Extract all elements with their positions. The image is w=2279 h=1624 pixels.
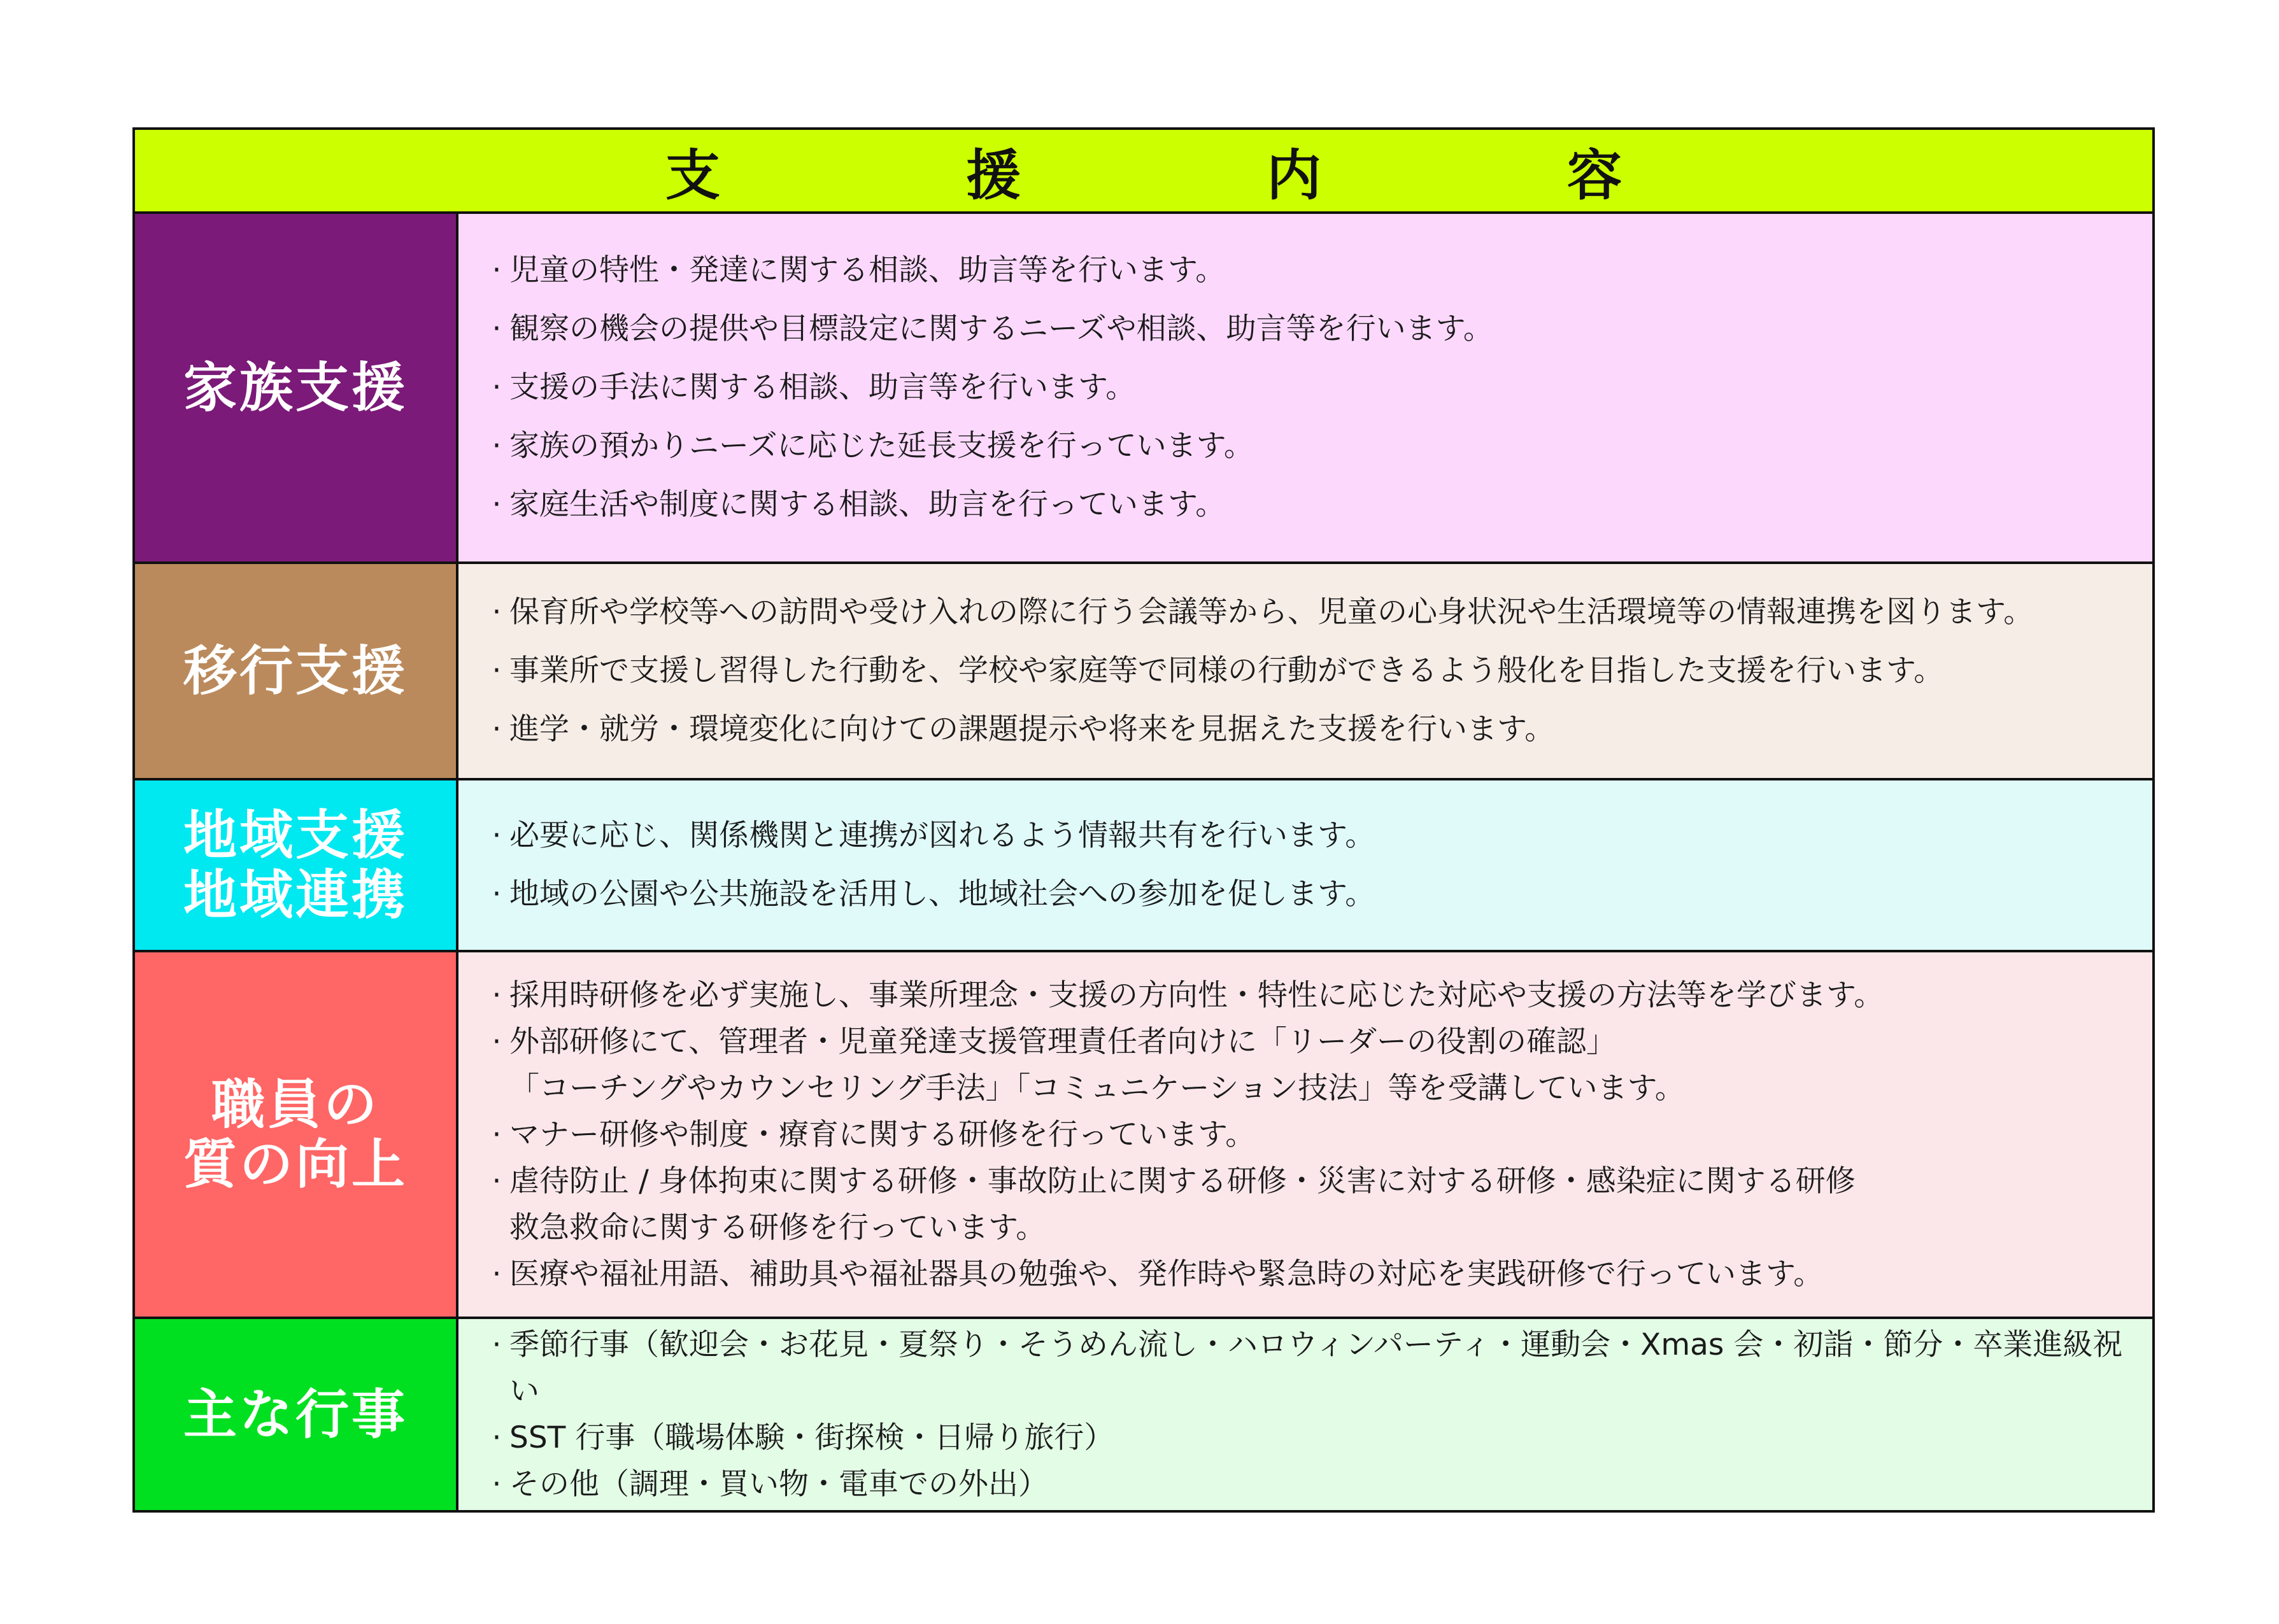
- section-main-events: [135, 1319, 2152, 1510]
- section-content: [458, 952, 2152, 1317]
- section-transition-support: [135, 564, 2152, 780]
- title-bar: [135, 130, 2152, 214]
- section-content: [458, 1319, 2152, 1510]
- section-label: 家族支援: [183, 356, 408, 419]
- list-item: · SST 行事（職場体験・街探検・日帰り旅行）: [492, 1420, 1114, 1455]
- section-content: [458, 780, 2152, 950]
- section-label: 職員の 質の向上: [183, 1073, 408, 1196]
- section-community-support: [135, 780, 2152, 952]
- list-item: · 進学・就労・環境変化に向けての課題提示や将来を見据えた支援を行います。: [492, 712, 1555, 747]
- list-item: · 外部研修にて、管理者・児童発達支援管理責任者向けに「リーダーの役割の確認」 「コーチングやカウンセリング手法」「コミュニケーション技法」等を受講しています。: [492, 1024, 1685, 1106]
- list-item: · その他（調理・買い物・電車での外出）: [492, 1467, 1048, 1502]
- list-item: · 家庭生活や制度に関する相談、助言を行っています。: [492, 487, 1226, 522]
- list-item: · 採用時研修を必ず実施し、事業所理念・支援の方向性・特性に応じた対応や支援の方法等を学びます。: [492, 977, 1884, 1013]
- section-staff-quality: [135, 952, 2152, 1319]
- section-content: [458, 214, 2152, 561]
- section-label-cell: [135, 952, 458, 1317]
- support-content-table: [132, 127, 2155, 1513]
- section-label: 地域支援 地域連携: [183, 803, 408, 926]
- list-item: · マナー研修や制度・療育に関する研修を行っています。: [492, 1117, 1256, 1152]
- list-item: · 保育所や学校等への訪問や受け入れの際に行う会議等から、児童の心身状況や生活環境等の情報連携を図ります。: [492, 595, 2034, 630]
- section-label-cell: [135, 1319, 458, 1510]
- page-title: 支 援 内 容: [665, 144, 1717, 208]
- list-item: · 観察の機会の提供や目標設定に関するニーズや相談、助言等を行います。: [492, 311, 1493, 346]
- section-label-cell: [135, 780, 458, 950]
- section-label: 移行支援: [183, 639, 408, 702]
- section-family-support: [135, 214, 2152, 564]
- list-item: · 事業所で支援し習得した行動を、学校や家庭等で同様の行動ができるよう般化を目指した支援を行います。: [492, 653, 1944, 688]
- list-item: · 虐待防止 / 身体拘束に関する研修・事故防止に関する研修・災害に対する研修・感染症に関する研修 救急救命に関する研修を行っています。: [492, 1163, 1856, 1245]
- list-item: · 医療や福祉用語、補助具や福祉器具の勉強や、発作時や緊急時の対応を実践研修で行っています。: [492, 1256, 1824, 1292]
- list-item: · 季節行事（歓迎会・お花見・夏祭り・そうめん流し・ハロウィンパーティ・運動会・Xmas 会・初詣・節分・卒業進級祝い: [492, 1327, 2123, 1409]
- list-item: · 支援の手法に関する相談、助言等を行います。: [492, 370, 1136, 405]
- list-item: · 家族の預かりニーズに応じた延長支援を行っています。: [492, 428, 1254, 463]
- section-content: [458, 564, 2152, 778]
- section-label: 主な行事: [183, 1383, 408, 1446]
- list-item: · 必要に応じ、関係機関と連携が図れるよう情報共有を行います。: [492, 818, 1375, 853]
- list-item: · 児童の特性・発達に関する相談、助言等を行います。: [492, 253, 1226, 288]
- section-label-cell: [135, 214, 458, 561]
- section-label-cell: [135, 564, 458, 778]
- list-item: · 地域の公園や公共施設を活用し、地域社会への参加を促します。: [492, 877, 1375, 912]
